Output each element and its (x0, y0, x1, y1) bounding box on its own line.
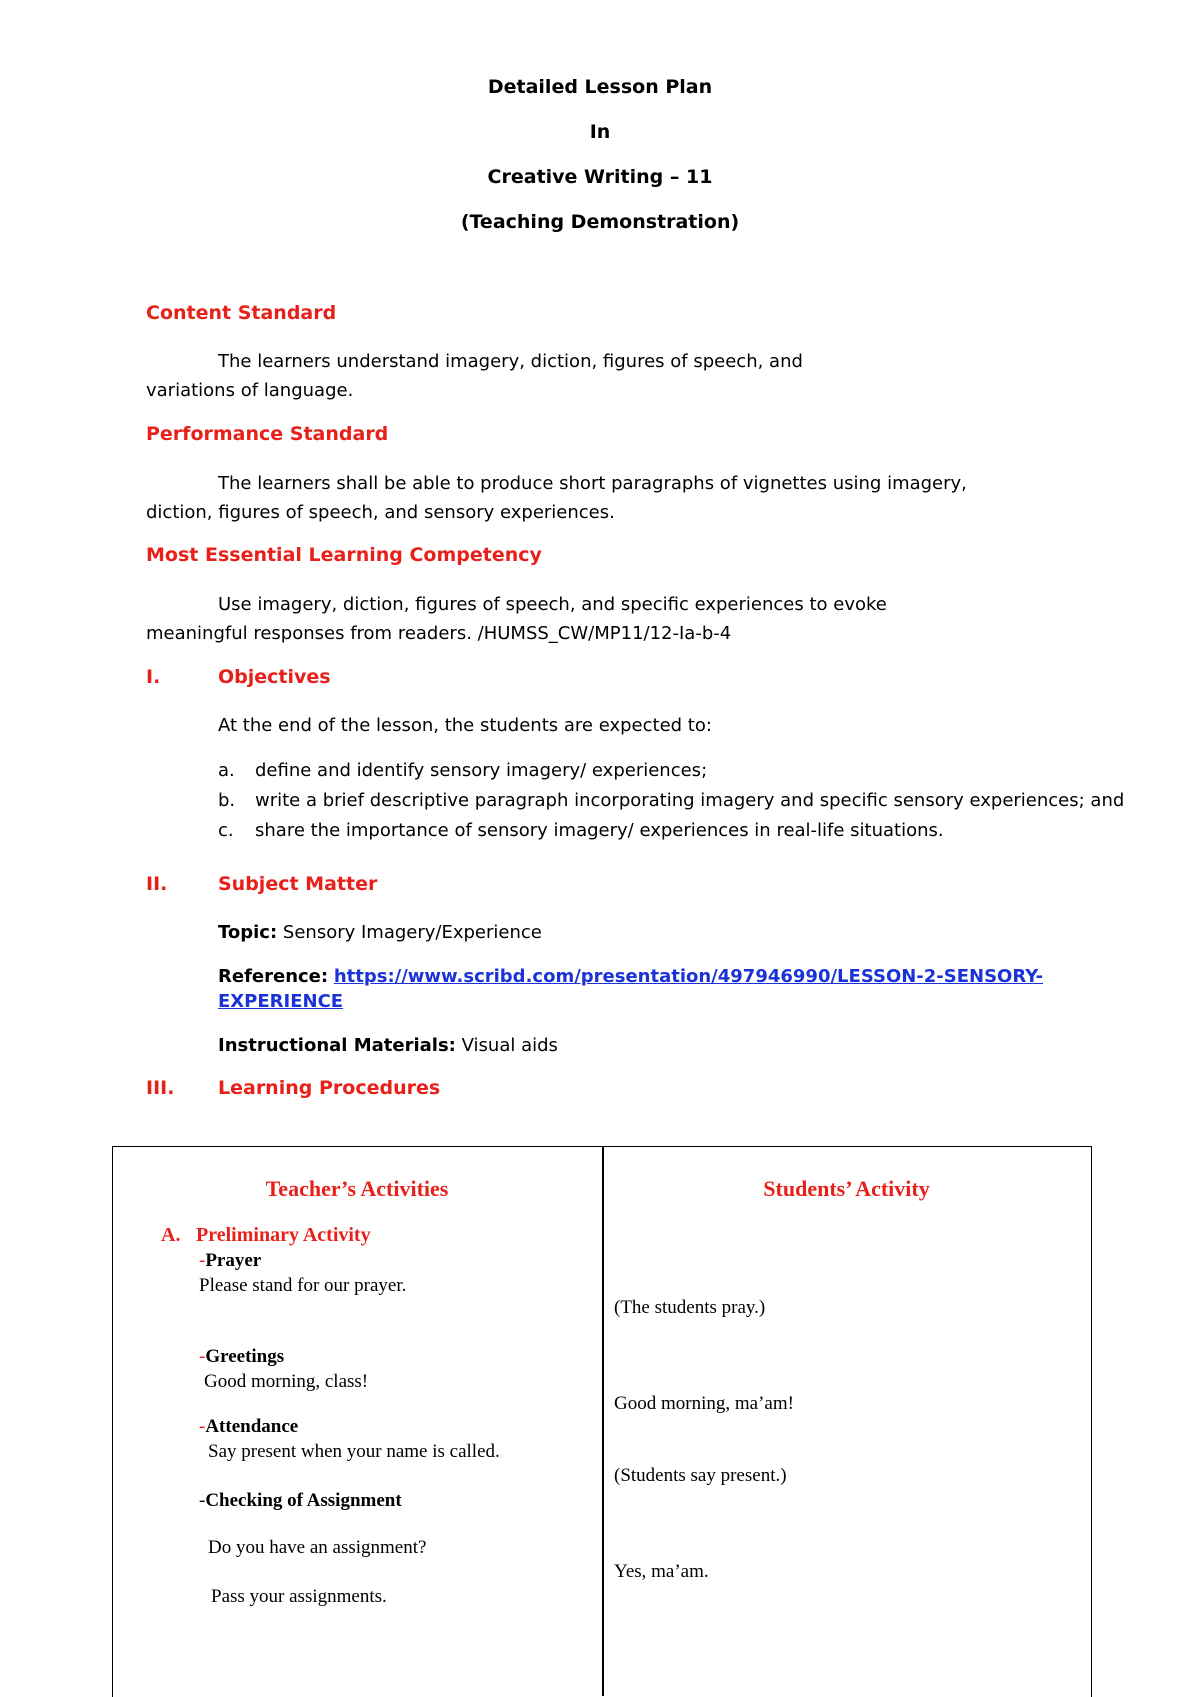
objectives-numeral: I. (146, 666, 161, 688)
student-header: Students’ Activity (763, 1176, 930, 1201)
assignment-label: Checking of Assignment (205, 1490, 402, 1511)
objectives-intro: At the end of the lesson, the students are expected to: (218, 715, 712, 736)
attendance-text: Say present when your name is called. (208, 1441, 500, 1462)
prayer-label-line (199, 1250, 261, 1272)
prayer-text: Please stand for our prayer. (199, 1275, 407, 1296)
topic-label: Topic: (218, 922, 278, 943)
objective-marker-c: c. (218, 820, 234, 841)
content-standard-text-2: variations of language. (146, 380, 354, 401)
assignment-pass: Pass your assignments. (211, 1586, 387, 1607)
attendance-label: Attendance (205, 1416, 299, 1437)
greetings-dash: - (199, 1346, 206, 1367)
performance-standard-text-2: diction, figures of speech, and sensory experiences. (146, 502, 615, 523)
greetings-label: Greetings (205, 1346, 285, 1367)
reference-link[interactable]: https://www.scribd.com/presentation/497946990/LESSON-2-SENSORY- (333, 966, 1044, 987)
materials-label: Instructional Materials: (218, 1035, 456, 1056)
table-divider (602, 1146, 604, 1696)
prayer-label: Prayer (205, 1250, 262, 1271)
subject-matter-numeral: II. (146, 873, 168, 895)
section-title: Preliminary Activity (196, 1224, 371, 1246)
performance-standard-heading: Performance Standard (146, 423, 389, 445)
doc-subtitle: (Teaching Demonstration) (460, 211, 740, 233)
reference-link-line2[interactable]: EXPERIENCE (218, 991, 344, 1012)
objective-item-c: share the importance of sensory imagery/ experiences in real-life situations. (255, 820, 944, 841)
topic-line (218, 918, 542, 947)
melc-heading: Most Essential Learning Competency (146, 544, 542, 566)
reference-label: Reference: (218, 966, 329, 987)
content-standard-text-1: The learners understand imagery, diction, figures of speech, and (218, 351, 803, 372)
performance-standard-text-1: The learners shall be able to produce short paragraphs of vignettes using imagery, (218, 473, 967, 494)
response-assignment: Yes, ma’am. (614, 1561, 709, 1582)
prayer-dash: - (199, 1250, 206, 1271)
procedures-numeral: III. (146, 1077, 175, 1099)
reference-link-cont (218, 987, 343, 1016)
objective-item-b: write a brief descriptive paragraph incorporating imagery and specific sensory experiences; and (255, 790, 1125, 811)
greetings-label-line (199, 1346, 284, 1368)
teacher-header: Teacher’s Activities (265, 1176, 449, 1201)
objective-marker-b: b. (218, 790, 236, 811)
response-attendance: (Students say present.) (614, 1465, 787, 1486)
assignment-question: Do you have an assignment? (208, 1537, 427, 1558)
topic-value: Sensory Imagery/Experience (282, 922, 542, 943)
subject-matter-heading: Subject Matter (218, 873, 378, 895)
procedures-heading: Learning Procedures (218, 1077, 441, 1099)
melc-text-1: Use imagery, diction, figures of speech, and specific experiences to evoke (218, 594, 887, 615)
attendance-dash: - (199, 1416, 206, 1437)
melc-text-2: meaningful responses from readers. /HUMSS_CW/MP11/12-Ia-b-4 (146, 623, 732, 644)
doc-title-in: In (589, 121, 611, 143)
content-standard-heading: Content Standard (146, 302, 337, 324)
materials-line (218, 1031, 558, 1060)
response-prayer: (The students pray.) (614, 1297, 766, 1318)
assignment-dash: - (199, 1490, 206, 1511)
doc-title: Detailed Lesson Plan (487, 76, 713, 98)
greetings-text: Good morning, class! (204, 1371, 369, 1392)
doc-subject: Creative Writing – 11 (487, 166, 713, 188)
section-marker: A. (161, 1224, 181, 1246)
objectives-heading: Objectives (218, 666, 331, 688)
assignment-label-line (199, 1490, 402, 1512)
objective-item-a: define and identify sensory imagery/ experiences; (255, 760, 708, 781)
attendance-label-line (199, 1416, 298, 1438)
materials-value: Visual aids (461, 1035, 558, 1056)
objective-marker-a: a. (218, 760, 235, 781)
response-greetings: Good morning, ma’am! (614, 1393, 794, 1414)
